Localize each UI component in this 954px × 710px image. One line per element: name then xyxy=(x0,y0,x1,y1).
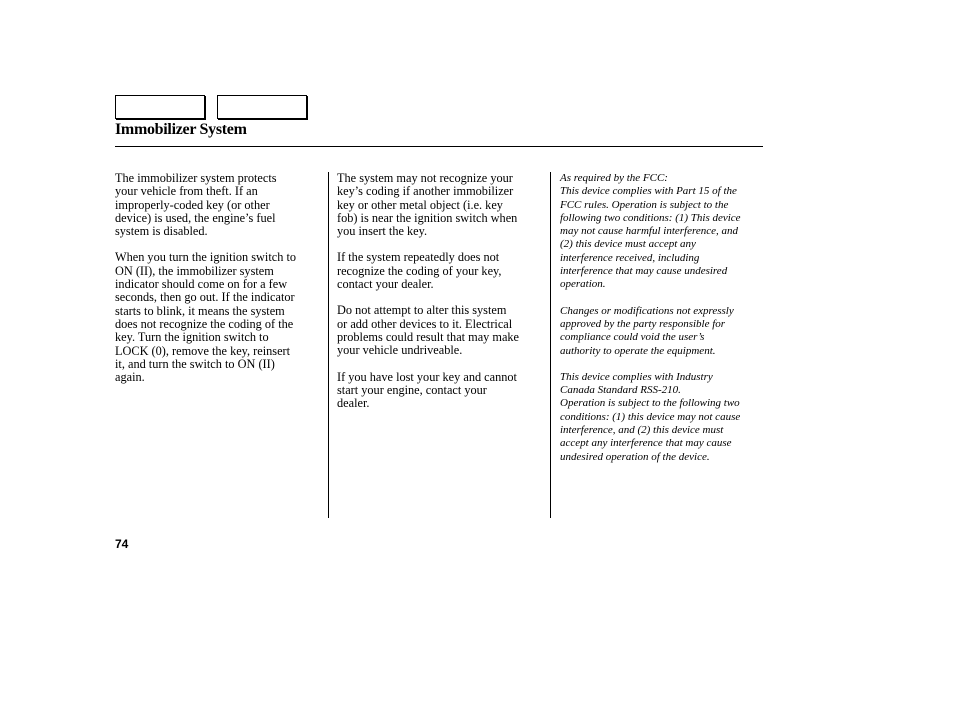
paragraph: If the system repeatedly does not recognize the coding of your key, contact your dealer. xyxy=(337,250,502,292)
page-title: Immobilizer System xyxy=(115,121,247,138)
page-number: 74 xyxy=(115,537,129,551)
fcc-paragraph: Changes or modifications not expressly approved by the party responsible for compliance could void the user’s authority to operate the equipment. xyxy=(560,304,734,357)
paragraph: When you turn the ignition switch to ON (II), the immobilizer system indicator should come on for a few seconds, then go out. If the indicator starts to blink, it means the system does not recognize the coding of the key. Turn the ignition switch to LOCK (0), remove the key, reinsert it, and turn the switch to ON (II) again. xyxy=(115,250,297,385)
fcc-paragraph: This device complies with Industry Canada Standard RSS-210. xyxy=(560,370,713,397)
column-divider-2 xyxy=(550,172,551,518)
column-2 xyxy=(337,172,543,423)
paragraph: The system may not recognize your key’s coding if another immobilizer key or other metal object (i.e. key fob) is near the ignition switch when you insert the key. xyxy=(337,171,518,239)
column-divider-1 xyxy=(328,172,329,518)
paragraph: If you have lost your key and cannot start your engine, contact your dealer. xyxy=(337,369,517,411)
paragraph: The immobilizer system protects your vehicle from theft. If an improperly-coded key (or other device) is used, the engine’s fuel system is disabled. xyxy=(115,171,277,239)
column-1 xyxy=(115,172,320,397)
paragraph: Do not attempt to alter this system or add other devices to it. Electrical problems could result that may make your vehicle undriveable. xyxy=(337,303,520,358)
title-rule xyxy=(115,146,763,147)
fcc-paragraph: Operation is subject to the following two conditions: (1) this device may not cause interference, and (2) this device must accept any interference that may cause undesired operation of the device. xyxy=(560,397,741,463)
nav-button-1[interactable] xyxy=(115,95,205,119)
nav-button-2[interactable] xyxy=(217,95,307,119)
fcc-paragraph: As required by the FCC: This device complies with Part 15 of the FCC rules. Operation is subject to the following two conditions: (1) This device may not cause harmful interference, and (2) this device must accept any interference received, including interference that may cause undesired operation. xyxy=(560,172,741,291)
column-3-fcc-notice xyxy=(560,172,765,477)
